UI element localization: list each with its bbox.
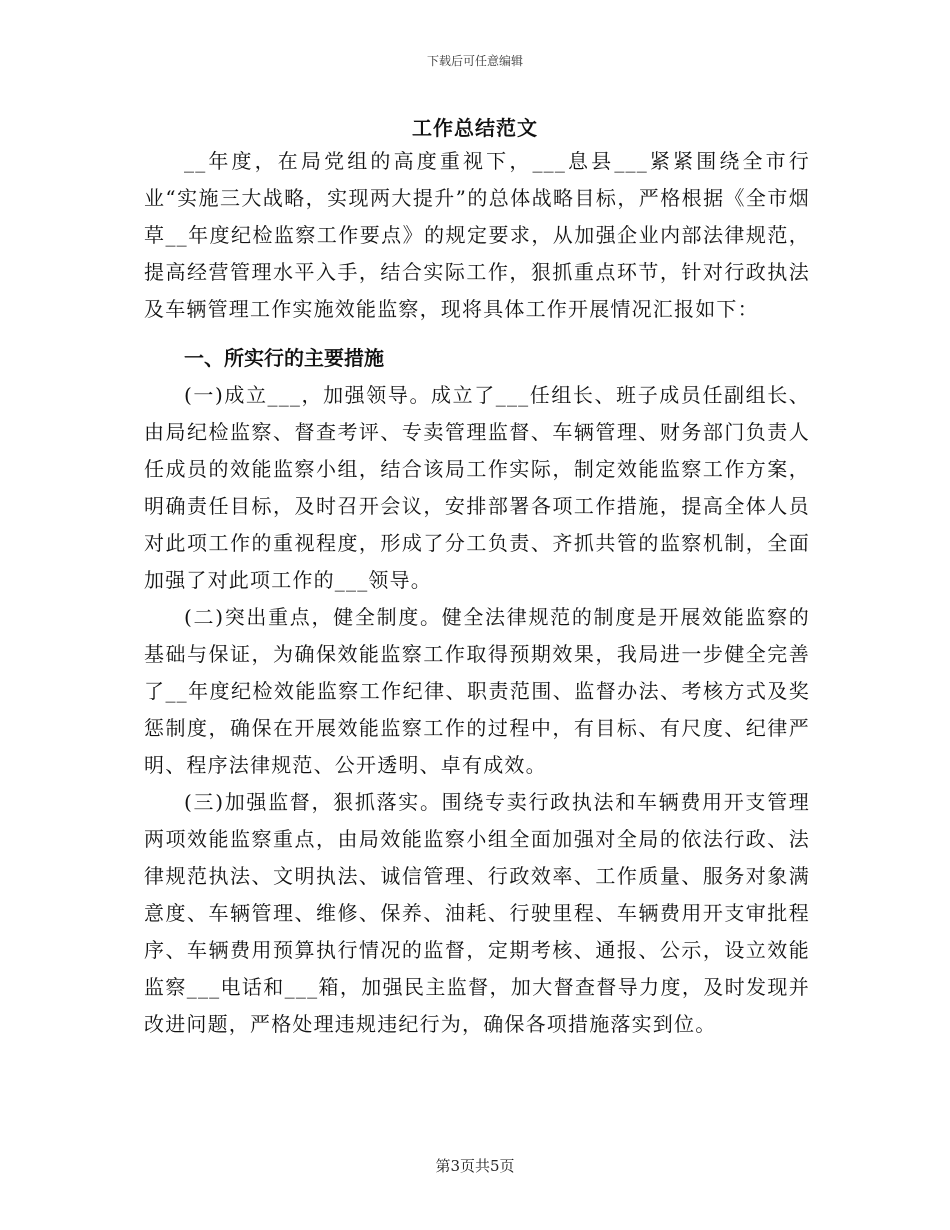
measure-paragraph-3: (三)加强监督，狠抓落实。围绕专卖行政执法和车辆费用开支管理两项效能监察重点，由局效能监察小组全面加强对全局的依法行政、法律规范执法、文明执法、诚信管理、行政效率、工作质量、服务对象满意度、车辆管理、维修、保养、油耗、行驶里程、车辆费用开支审批程序、车辆费用预算执行情况的监督，定期考核、通报、公示，设立效能监察___电话和___箱，加强民主监督，加大督查督导力度，及时发现并改进问题，严格处理违规违纪行为，确保各项措施落实到位。 — [144, 790, 810, 1036]
measure-paragraph-2: (二)突出重点，健全制度。健全法律规范的制度是开展效能监察的基础与保证，为确保效能监察工作取得预期效果，我局进一步健全完善了__年度纪检效能监察工作纪律、职责范围、监督办法、考核方式及奖惩制度，确保在开展效能监察工作的过程中，有目标、有尺度、纪律严明、程序法律规范、公开透明、卓有成效。 — [144, 605, 810, 777]
intro-paragraph: __年度，在局党组的高度重视下，___息县___紧紧围绕全市行业“实施三大战略，实现两大提升”的总体战略目标，严格根据《全市烟草__年度纪检监察工作要点》的规定要求，从加强企业内部法律规范，提高经营管理水平入手，结合实际工作，狠抓重点环节，针对行政执法及车辆管理工作实施效能监察，现将具体工作开展情况汇报如下： — [144, 149, 810, 321]
header-note: 下载后可任意编辑 — [426, 54, 523, 68]
page-number: 第3页共5页 — [435, 1157, 515, 1175]
section-heading: 一、所实行的主要措施 — [184, 346, 384, 370]
document-title: 工作总结范文 — [412, 116, 538, 140]
measure-paragraph-1: (一)成立___，加强领导。成立了___任组长、班子成员任副组长、由局纪检监察、督查考评、专卖管理监督、车辆管理、财务部门负责人任成员的效能监察小组，结合该局工作实际，制定效能监察工作方案，明确责任目标，及时召开会议，安排部署各项工作措施，提高全体人员对此项工作的重视程度，形成了分工负责、齐抓共管的监察机制，全面加强了对此项工作的___领导。 — [144, 383, 810, 592]
document-body — [144, 143, 810, 1043]
